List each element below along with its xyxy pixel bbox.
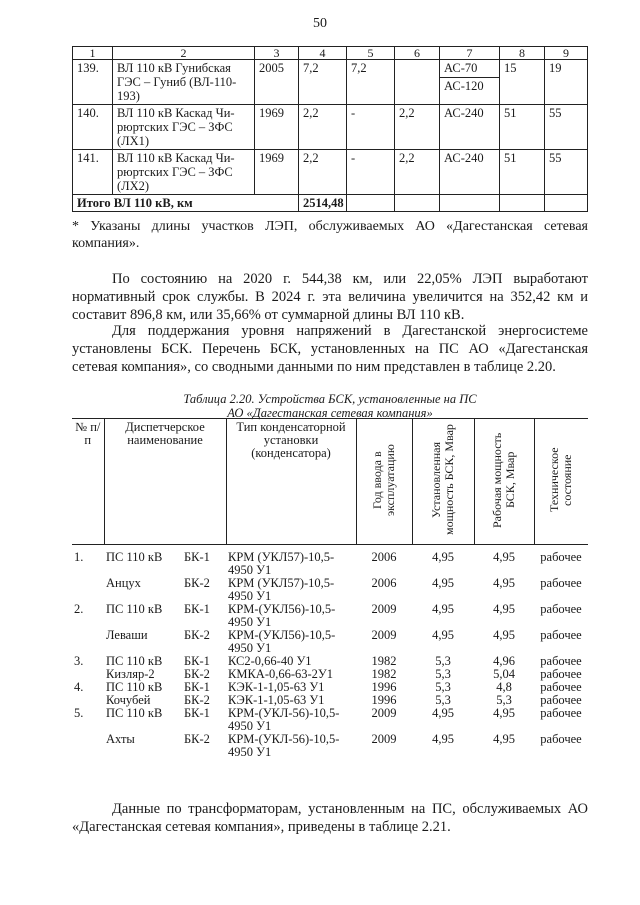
technical-state: рабочее	[540, 628, 582, 642]
header-cell: 8	[500, 47, 545, 60]
substation-name: Кочубей	[106, 693, 151, 707]
paragraph-transformers: Данные по трансформаторам, установленным на ПС, обслуживаемых АО «Дагестанская сетевая компания», приведены в таблице 2.21.	[72, 801, 588, 835]
wire-cell: АС-240	[440, 105, 500, 150]
value-cell: 51	[500, 150, 545, 195]
installed-power: 4,95	[432, 706, 454, 720]
row-number: 140.	[73, 105, 113, 150]
working-power: 4,96	[493, 654, 515, 668]
table-row	[72, 577, 588, 603]
value-cell: 2,2	[299, 105, 347, 150]
technical-state: рабочее	[540, 654, 582, 668]
installed-power: 5,3	[435, 654, 451, 668]
substation-name: ПС 110 кВ	[106, 680, 163, 694]
installed-power: 4,95	[432, 576, 454, 590]
bsk-table	[72, 418, 588, 759]
installed-power: 5,3	[435, 693, 451, 707]
total-value: 2514,48	[299, 195, 347, 212]
technical-state: рабочее	[540, 706, 582, 720]
installed-power: 4,95	[432, 602, 454, 616]
row-number: 2.	[74, 602, 84, 616]
value-cell: 51	[500, 105, 545, 150]
commissioning-year: 1982	[371, 667, 397, 681]
bank-name: БК-2	[184, 732, 210, 746]
working-power: 4,95	[493, 550, 515, 564]
installed-power: 4,95	[432, 732, 454, 746]
header-year: Год ввода в эксплуатацию	[356, 419, 412, 545]
substation-name: ПС 110 кВ	[106, 654, 163, 668]
header-cell: 4	[299, 47, 347, 60]
working-power: 4,95	[493, 576, 515, 590]
header-cell: 3	[255, 47, 299, 60]
bank-name: БК-1	[184, 654, 210, 668]
table-row	[72, 733, 588, 759]
table-header-row	[73, 47, 588, 60]
value-cell	[395, 60, 440, 105]
page-number: 50	[313, 16, 327, 31]
year-cell: 2005	[255, 60, 299, 105]
header-cell: 7	[440, 47, 500, 60]
row-number: 4.	[74, 680, 84, 694]
technical-state: рабочее	[540, 576, 582, 590]
working-power: 4,95	[493, 602, 515, 616]
row-number	[72, 629, 104, 655]
row-number: 139.	[73, 60, 113, 105]
working-power: 4,8	[496, 680, 512, 694]
value-cell: 55	[545, 105, 588, 150]
header-type: Тип конденсаторной установки (конденсатора)	[226, 419, 356, 545]
table-row	[72, 603, 588, 629]
installed-power: 5,3	[435, 667, 451, 681]
technical-state: рабочее	[540, 667, 582, 681]
installed-power: 4,95	[432, 628, 454, 642]
substation-name: Ахты	[106, 732, 135, 746]
commissioning-year: 2006	[371, 550, 397, 564]
header-cell: 2	[113, 47, 255, 60]
total-row	[73, 195, 588, 212]
substation-name: Леваши	[106, 628, 148, 642]
working-power: 5,3	[496, 693, 512, 707]
table-row	[73, 150, 588, 195]
commissioning-year: 1996	[371, 680, 397, 694]
bank-name: БК-1	[184, 602, 210, 616]
wire-cell: АС-240	[440, 150, 500, 195]
unit-type: КЭК-1-1,05-63 У1	[228, 680, 325, 694]
substation-name: ПС 110 кВ	[106, 602, 163, 616]
row-number: 141.	[73, 150, 113, 195]
value-cell: 2,2	[395, 150, 440, 195]
working-power: 4,95	[493, 706, 515, 720]
paragraph-service-life: По состоянию на 2020 г. 544,38 км, или 22,05% ЛЭП выработают нормативный срок службы. В 2024 г. эта величина увеличится на 352,42 км и составит 896,8 км, или 35,66% от суммарной длины ВЛ 110 кВ.	[72, 271, 588, 323]
installed-power: 4,95	[432, 550, 454, 564]
unit-type: КМКА-0,66-63-2У1	[228, 667, 334, 681]
bank-name: БК-2	[184, 628, 210, 642]
year-cell: 1969	[255, 105, 299, 150]
installed-power: 5,3	[435, 680, 451, 694]
table-row	[73, 105, 588, 150]
unit-type: КРМ (УКЛ57)-10,5- 4950 У1	[228, 550, 335, 577]
row-number: 3.	[74, 654, 84, 668]
wire-cell: АС-70 АС-120	[440, 60, 500, 105]
bank-name: БК-2	[184, 576, 210, 590]
substation-name: Кизляр-2	[106, 667, 155, 681]
header-cell: 5	[347, 47, 395, 60]
unit-type: КРМ-(УКЛ-56)-10,5- 4950 У1	[228, 732, 340, 759]
commissioning-year: 1982	[371, 654, 397, 668]
substation-name: Анцух	[106, 576, 141, 590]
working-power: 5,04	[493, 667, 515, 681]
technical-state: рабочее	[540, 602, 582, 616]
header-state: Техническое состояние	[534, 419, 588, 545]
footnote: * Указаны длины участков ЛЭП, обслуживаемых АО «Дагестанская сетевая компания».	[72, 219, 588, 251]
commissioning-year: 2009	[371, 602, 397, 616]
table-header-row	[72, 419, 588, 545]
header-cell: 1	[73, 47, 113, 60]
commissioning-year: 2009	[371, 706, 397, 720]
bank-name: БК-1	[184, 706, 210, 720]
overhead-lines-table	[72, 46, 588, 212]
value-cell: 2,2	[395, 105, 440, 150]
table-caption: Таблица 2.20. Устройства БСК, установленные на ПС АО «Дагестанская сетевая компания»	[183, 392, 477, 420]
table-row	[72, 545, 588, 578]
substation-name: ПС 110 кВ	[106, 550, 163, 564]
line-name: ВЛ 110 кВ Каскад Чи- рюртских ГЭС – ЗФС (ЛХ2)	[113, 150, 255, 195]
unit-type: КРМ (УКЛ57)-10,5- 4950 У1	[228, 576, 335, 603]
substation-name: ПС 110 кВ	[106, 706, 163, 720]
unit-type: КЭК-1-1,05-63 У1	[228, 693, 325, 707]
technical-state: рабочее	[540, 693, 582, 707]
working-power: 4,95	[493, 628, 515, 642]
value-cell: 7,2	[347, 60, 395, 105]
header-dispatch: Диспетчерское наименование	[104, 419, 226, 545]
header-working-power: Рабочая мощность БСК, Мвар	[474, 419, 534, 545]
value-cell: -	[347, 105, 395, 150]
bank-name: БК-2	[184, 693, 210, 707]
header-num: № п/п	[72, 419, 104, 545]
value-cell: -	[347, 150, 395, 195]
row-number: 5.	[74, 706, 84, 720]
commissioning-year: 1996	[371, 693, 397, 707]
header-installed-power: Установленная мощность БСК, Мвар	[412, 419, 474, 545]
value-cell: 7,2	[299, 60, 347, 105]
bank-name: БК-2	[184, 667, 210, 681]
header-cell: 9	[545, 47, 588, 60]
paragraph-bsk: Для поддержания уровня напряжений в Дагестанской энергосистеме установлены БСК. Перечень БСК, установленных на ПС АО «Дагестанская сетевая компания», со сводными данными по ним представлен в таблице 2.20.	[72, 323, 588, 375]
row-number	[72, 577, 104, 603]
commissioning-year: 2009	[371, 628, 397, 642]
working-power: 4,95	[493, 732, 515, 746]
unit-type: КРМ-(УКЛ56)-10,5- 4950 У1	[228, 602, 336, 629]
year-cell: 1969	[255, 150, 299, 195]
row-number	[72, 733, 104, 759]
commissioning-year: 2009	[371, 732, 397, 746]
technical-state: рабочее	[540, 550, 582, 564]
technical-state: рабочее	[540, 680, 582, 694]
table-row	[72, 707, 588, 733]
unit-type: КРМ-(УКЛ-56)-10,5- 4950 У1	[228, 706, 340, 733]
commissioning-year: 2006	[371, 576, 397, 590]
total-label: Итого ВЛ 110 кВ, км	[73, 195, 299, 212]
table-row	[73, 60, 588, 105]
value-cell: 55	[545, 150, 588, 195]
value-cell: 19	[545, 60, 588, 105]
bank-name: БК-1	[184, 680, 210, 694]
row-number: 1.	[74, 550, 84, 564]
technical-state: рабочее	[540, 732, 582, 746]
header-cell: 6	[395, 47, 440, 60]
line-name: ВЛ 110 кВ Гунибская ГЭС – Гуниб (ВЛ-110- 193)	[113, 60, 255, 105]
value-cell: 15	[500, 60, 545, 105]
unit-type: КС2-0,66-40 У1	[228, 654, 312, 668]
unit-type: КРМ-(УКЛ56)-10,5- 4950 У1	[228, 628, 336, 655]
bank-name: БК-1	[184, 550, 210, 564]
table-row	[72, 629, 588, 655]
line-name: ВЛ 110 кВ Каскад Чи- рюртских ГЭС – ЗФС (ЛХ1)	[113, 105, 255, 150]
value-cell: 2,2	[299, 150, 347, 195]
